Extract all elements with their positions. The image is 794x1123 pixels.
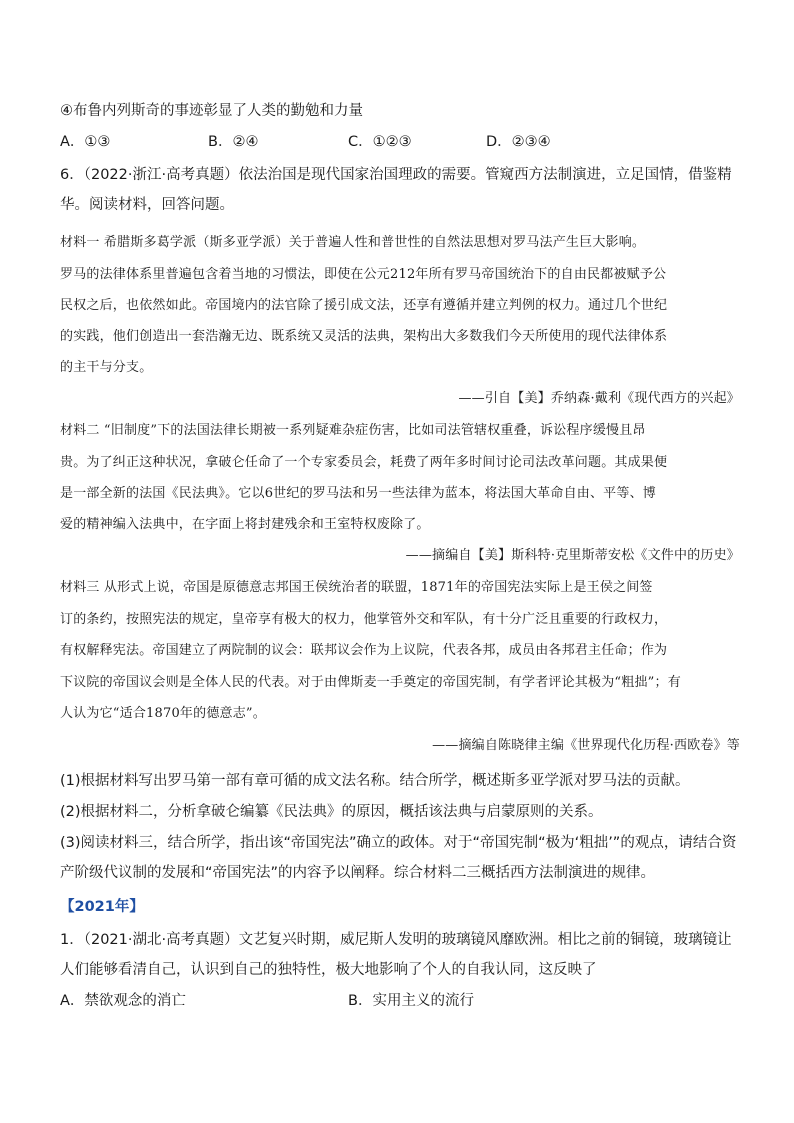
- material-3-line: 下议院的帝国议会则是全体人民的代表。对于由俾斯麦一手奠定的帝国宪制，有学者评论其极为“粗拙”；有: [60, 675, 681, 690]
- q6-subquestion: (3)阅读材料三，结合所学，指出该“帝国宪法”确立的政体。对于“帝国宪制“极为‘粗拙’”的观点，请结合资: [60, 835, 737, 851]
- material-2-source: ——摘编自【美】斯科特·克里斯蒂安松《文件中的历史》: [405, 548, 740, 563]
- material-3-source: ——摘编自陈晓律主编《世界现代化历程·西欧卷》等: [432, 738, 740, 753]
- q2021-1-option-a: A．禁欲观念的消亡: [60, 993, 186, 1009]
- material-1-line: 民权之后，也依然如此。帝国境内的法官除了援引成文法，还享有遵循并建立判例的权力。通过几个世纪: [60, 298, 668, 313]
- q2021-1-option-b: B．实用主义的流行: [348, 993, 474, 1009]
- q2021-1-stem: 1．（2021·湖北·高考真题）文艺复兴时期，威尼斯人发明的玻璃镜风靡欧洲。相比之前的铜镜，玻璃镜让: [60, 932, 732, 948]
- material-2-line: 材料二 “旧制度”下的法国法律长期被一系列疑难杂症伤害，比如司法管辖权重叠，诉讼程序缓慢且昂: [60, 423, 646, 438]
- material-1-line: 罗马的法律体系里普遍包含着当地的习惯法，即使在公元212年所有罗马帝国统治下的自由民都被赋予公: [60, 267, 667, 282]
- q6-subquestion: 产阶级代议制的发展和“帝国宪法”的内容予以阐释。综合材料二三概括西方法制演进的规律。: [60, 865, 656, 881]
- q6-subquestion: (1)根据材料写出罗马第一部有章可循的成文法名称。结合所学，概述斯多亚学派对罗马法的贡献。: [60, 773, 690, 789]
- material-1-line: 材料一 希腊斯多葛学派（斯多亚学派）关于普遍人性和普世性的自然法思想对罗马法产生巨大影响。: [60, 235, 646, 250]
- material-1-line: 的主干与分支。: [60, 360, 153, 375]
- material-2-line: 是一部全新的法国《民法典》。它以6世纪的罗马法和另一些法律为蓝本，将法国大革命自由、平等、博: [60, 486, 656, 501]
- material-3-line: 有权解释宪法。帝国建立了两院制的议会：联邦议会作为上议院，代表各邦，成员由各邦君主任命；作为: [60, 643, 668, 658]
- q5-item-4: ④布鲁内列斯奇的事迹彰显了人类的勤勉和力量: [60, 103, 363, 119]
- material-3-line: 订的条约，按照宪法的规定，皇帝享有极大的权力，他掌管外交和军队，有十分广泛且重要的行政权力，: [60, 612, 668, 627]
- q6-stem: 华。阅读材料，回答问题。: [60, 197, 234, 213]
- q6-subquestion: (2)根据材料二，分析拿破仑编纂《民法典》的原因，概括该法典与启蒙原则的关系。: [60, 804, 603, 820]
- material-3-line: 材料三 从形式上说，帝国是原德意志邦国王侯统治者的联盟，1871年的帝国宪法实际上是王侯之间签: [60, 580, 653, 595]
- material-3-line: 人认为它“适合1870年的德意志”。: [60, 706, 266, 721]
- material-2-line: 爱的精神编入法典中，在字面上将封建残余和王室特权废除了。: [60, 517, 430, 532]
- material-1-line: 的实践，他们创造出一套浩瀚无边、既系统又灵活的法典，架构出大多数我们今天所使用的现代法律体系: [60, 329, 668, 344]
- year-heading: 【2021年】: [60, 899, 144, 915]
- q2021-1-stem: 人们能够看清自己，认识到自己的独特性，极大地影响了个人的自我认同，这反映了: [60, 962, 597, 978]
- q6-stem: 6．（2022·浙江·高考真题）依法治国是现代国家治国理政的需要。管窥西方法制演进，立足国情，借鉴精: [60, 167, 732, 183]
- material-2-line: 贵。为了纠正这种状况，拿破仑任命了一个专家委员会，耗费了两年多时间讨论司法改革问题。其成果便: [60, 455, 668, 470]
- material-1-source: ——引自【美】乔纳森·戴利《现代西方的兴起》: [458, 391, 740, 406]
- q5-option-d: D．②③④: [486, 134, 551, 150]
- q5-option-c: C．①②③: [348, 134, 412, 150]
- q5-option-b: B．②④: [208, 134, 259, 150]
- q5-option-a: A．①③: [60, 134, 111, 150]
